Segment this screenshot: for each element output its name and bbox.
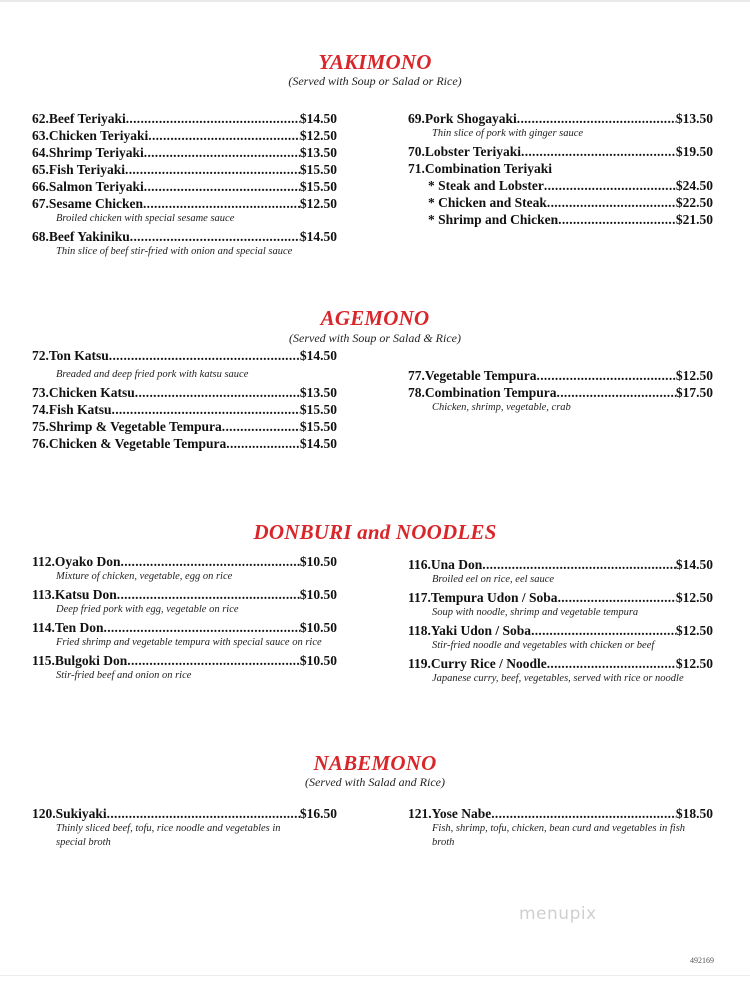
menu-item: [32, 178, 337, 195]
menu-item: [408, 143, 713, 160]
menu-item: [408, 556, 713, 573]
menu-item: [32, 110, 337, 127]
item-price: $12.50: [299, 128, 337, 143]
top-divider: [0, 0, 750, 2]
nabemono-subtitle: (Served with Salad and Rice): [305, 775, 445, 789]
agemono-left-column: [32, 347, 337, 452]
item-name: 74.Fish Katsu: [32, 402, 112, 417]
menu-item: [32, 652, 337, 669]
item-price: $14.50: [299, 229, 337, 244]
item-description: Broiled eel on rice, eel sauce: [432, 574, 555, 585]
menu-item: [32, 586, 337, 603]
menu-item: [408, 177, 713, 194]
yakimono-left-column: [32, 110, 337, 261]
item-name: 72.Ton Katsu: [32, 348, 109, 363]
item-name: 120.Sukiyaki: [32, 806, 107, 821]
item-price: $10.50: [299, 554, 337, 569]
item-price: $19.50: [675, 144, 713, 159]
menu-item: [32, 195, 337, 212]
menu-item: [408, 805, 713, 822]
item-price: $22.50: [675, 195, 713, 210]
menu-item: [32, 127, 337, 144]
item-name: 67.Sesame Chicken: [32, 196, 143, 211]
item-price: $18.50: [675, 806, 713, 821]
item-price: $15.50: [299, 419, 337, 434]
item-description: Chicken, shrimp, vegetable, crab: [432, 402, 571, 413]
nabemono-title: NABEMONO: [313, 751, 437, 775]
item-name: 65.Fish Teriyaki: [32, 162, 126, 177]
item-name: 77.Vegetable Tempura: [408, 368, 537, 383]
item-price: $13.50: [675, 111, 713, 126]
menu-item: [408, 589, 713, 606]
item-price: $13.50: [299, 385, 337, 400]
item-name: 114.Ten Don: [32, 620, 104, 635]
item-description: Stir-fried beef and onion on rice: [56, 670, 192, 681]
donburi-left-column: [32, 553, 337, 685]
item-price: $15.50: [299, 402, 337, 417]
item-name: 76.Chicken & Vegetable Tempura: [32, 436, 227, 451]
menu-item: [408, 194, 713, 211]
item-name: 119.Curry Rice / Noodle: [408, 656, 547, 671]
menu-item: [32, 553, 337, 570]
menu-item: [32, 805, 337, 822]
item-price: $14.50: [299, 111, 337, 126]
item-name: 63.Chicken Teriyaki: [32, 128, 149, 143]
menu-item: [32, 418, 337, 435]
item-description: Deep fried pork with egg, vegetable on rice: [56, 604, 239, 615]
menu-item: [32, 347, 337, 364]
bottom-divider: [0, 975, 750, 976]
item-name: 70.Lobster Teriyaki: [408, 144, 522, 159]
menu-item: [32, 619, 337, 636]
item-price: $21.50: [675, 212, 713, 227]
menu-item: [408, 384, 713, 401]
item-name: 113.Katsu Don: [32, 587, 117, 602]
item-price: $24.50: [675, 178, 713, 193]
item-name: 115.Bulgoki Don: [32, 653, 128, 668]
item-price: $12.50: [675, 623, 713, 638]
item-price: $12.50: [675, 590, 713, 605]
item-description: Stir-fried noodle and vegetables with chicken or beef: [432, 640, 655, 651]
donburi-title: DONBURI and NOODLES: [253, 520, 497, 544]
item-description: Soup with noodle, shrimp and vegetable tempura: [432, 607, 639, 618]
item-name: 62.Beef Teriyaki: [32, 111, 126, 126]
menu-item: [408, 110, 713, 127]
agemono-subtitle: (Served with Soup or Salad & Rice): [289, 331, 461, 345]
item-price: $10.50: [299, 653, 337, 668]
menu-item: [32, 161, 337, 178]
menu-item: [408, 211, 713, 228]
watermark: menupix: [519, 904, 597, 924]
item-description: Fried shrimp and vegetable tempura with special sauce on rice: [56, 637, 322, 648]
item-price: $10.50: [299, 620, 337, 635]
menu-item: [32, 228, 337, 245]
item-name: 73.Chicken Katsu: [32, 385, 135, 400]
item-price: $12.50: [675, 368, 713, 383]
item-name: * Steak and Lobster: [428, 178, 544, 193]
item-price: $12.50: [299, 196, 337, 211]
item-price: $12.50: [675, 656, 713, 671]
agemono-right-column: [408, 367, 713, 417]
menu-item: [32, 144, 337, 161]
menu-item: [32, 435, 337, 452]
item-price: $15.50: [299, 179, 337, 194]
item-price: $15.50: [299, 162, 337, 177]
yakimono-right-column: [408, 110, 713, 228]
item-name: 118.Yaki Udon / Soba: [408, 623, 532, 638]
menu-item: [408, 622, 713, 639]
item-name: 69.Pork Shogayaki: [408, 111, 517, 126]
menu-item: [32, 401, 337, 418]
yakimono-subtitle: (Served with Soup or Salad or Rice): [288, 74, 462, 88]
item-price: $16.50: [299, 806, 337, 821]
donburi-right-column: [408, 556, 713, 688]
item-price: $17.50: [675, 385, 713, 400]
item-price: $14.50: [675, 557, 713, 572]
page-number: 492169: [690, 956, 714, 965]
item-description: Japanese curry, beef, vegetables, served with rice or noodle: [432, 673, 684, 684]
item-name: 64.Shrimp Teriyaki: [32, 145, 144, 160]
item-name: 75.Shrimp & Vegetable Tempura: [32, 419, 222, 434]
yakimono-title: YAKIMONO: [318, 50, 432, 74]
item-price: $14.50: [299, 436, 337, 451]
item-name: 117.Tempura Udon / Soba: [408, 590, 558, 605]
item-price: $10.50: [299, 587, 337, 602]
item-description: Breaded and deep fried pork with katsu sauce: [56, 369, 249, 380]
item-price: $14.50: [299, 348, 337, 363]
item-description: Broiled chicken with special sesame sauce: [56, 213, 235, 224]
item-name: 66.Salmon Teriyaki: [32, 179, 144, 194]
item-name: 68.Beef Yakiniku: [32, 229, 130, 244]
item-description: Mixture of chicken, vegetable, egg on rice: [56, 571, 233, 582]
agemono-title: AGEMONO: [320, 306, 430, 330]
item-name: 78.Combination Tempura: [408, 385, 557, 400]
item-price: $13.50: [299, 145, 337, 160]
menu-item: [408, 655, 713, 672]
item-name: 116.Una Don: [408, 557, 483, 572]
item-name: * Shrimp and Chicken: [428, 212, 559, 227]
item-name: 121.Yose Nabe: [408, 806, 492, 821]
item-name: * Chicken and Steak: [428, 195, 547, 210]
item-name: 112.Oyako Don: [32, 554, 121, 569]
item-description: Thinly sliced beef, tofu, rice noodle and vegetables in special broth: [56, 823, 281, 848]
item-description: Thin slice of pork with ginger sauce: [432, 128, 584, 139]
item-description: Fish, shrimp, tofu, chicken, bean curd and vegetables in fish broth: [432, 823, 686, 848]
combination-label: 71.Combination Teriyaki: [408, 161, 553, 176]
item-description: Thin slice of beef stir-fried with onion and special sauce: [56, 246, 293, 257]
nabemono-right-column: [408, 805, 713, 852]
menu-item: [32, 384, 337, 401]
nabemono-left-column: [32, 805, 337, 852]
menu-item: [408, 367, 713, 384]
